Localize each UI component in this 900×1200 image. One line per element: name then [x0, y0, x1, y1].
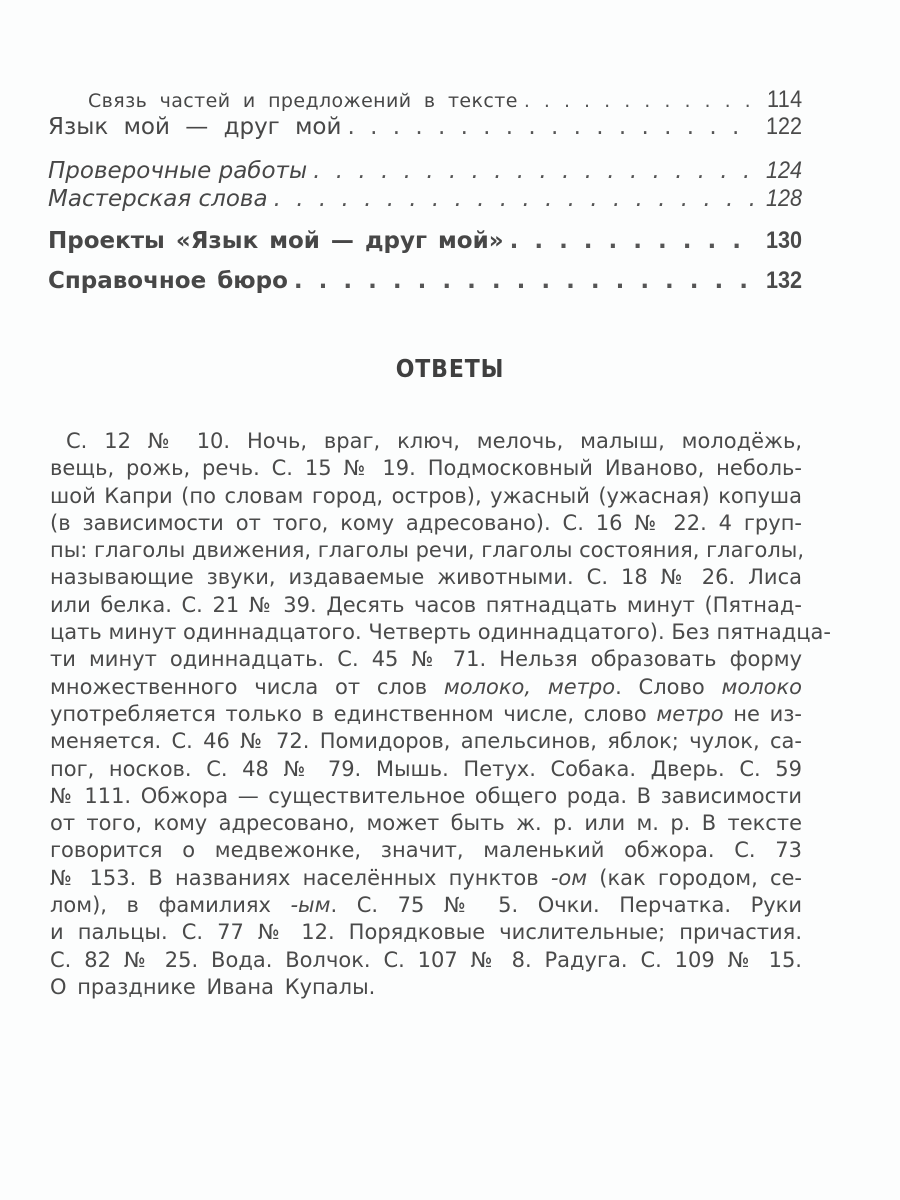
answers-line — [50, 947, 802, 974]
italic-term: метро — [656, 701, 724, 726]
answers-text — [50, 428, 831, 1001]
toc-entry-title: Связь частей и предложений в тексте — [88, 90, 518, 112]
answers-line — [50, 537, 805, 564]
toc-dot-leader — [524, 90, 757, 112]
answers-line — [50, 455, 802, 482]
toc-entry-page: 132 — [765, 267, 802, 294]
answers-line — [50, 428, 802, 455]
answers-line — [50, 837, 802, 864]
toc-entry-124 — [48, 157, 802, 185]
italic-term: -ым — [290, 893, 331, 918]
text-run: С. 12 № 10. Ночь, враг, ключ, мелочь, малыш, молодёжь, — [66, 429, 802, 453]
toc-entry-page: 122 — [765, 113, 802, 140]
text-run: О празднике Ивана Купалы. — [50, 974, 376, 999]
toc-dot-leader — [274, 186, 756, 212]
toc-entry-114 — [48, 86, 802, 113]
text-run: . Слово — [615, 674, 722, 699]
answers-line — [50, 756, 802, 783]
text-run: меняется. С. 46 № 72. Помидоров, апельсинов, яблок; чулок, са- — [50, 729, 802, 754]
answers-line — [50, 892, 802, 919]
answers-line — [50, 783, 802, 810]
answers-line — [50, 510, 802, 537]
text-run: (как городом, се- — [587, 865, 802, 890]
text-run: (в зависимости от того, кому адресовано). С. 16 № 22. 4 груп- — [50, 510, 802, 535]
answers-line — [50, 974, 802, 1001]
answers-line — [50, 810, 802, 837]
answers-line — [50, 564, 802, 591]
toc-entry-title: Мастерская слова — [48, 186, 268, 212]
text-run: называющие звуки, издаваемые животными. С. 18 № 26. Лиса — [50, 565, 802, 590]
text-run: пог, носков. С. 48 № 79. Мышь. Петух. Собака. Дверь. С. 59 — [50, 756, 802, 781]
text-run: не из- — [723, 701, 802, 726]
text-run: пы: глаголы движения, глаголы речи, глаголы состояния, глаголы, — [50, 538, 805, 563]
toc-entry-page: 130 — [765, 227, 802, 254]
text-run: употребляется только в единственном числе, слово — [50, 701, 657, 726]
answers-line — [50, 592, 802, 619]
answers-heading: ОТВЕТЫ — [395, 354, 505, 383]
answers-line — [50, 483, 802, 510]
italic-term: молоко — [721, 674, 803, 699]
text-run: ти минут одиннадцать. С. 45 № 71. Нельзя образовать форму — [50, 647, 802, 672]
text-run: или белка. С. 21 № 39. Десять часов пятнадцать минут (Пятнад- — [50, 592, 802, 617]
text-run: и пальцы. С. 77 № 12. Порядковые числительные; причастия. — [50, 920, 802, 945]
toc-entry-page: 114 — [766, 86, 802, 113]
text-run: С. 82 № 25. Вода. Волчок. С. 107 № 8. Радуга. С. 109 № 15. — [50, 947, 802, 972]
toc-entry-132 — [48, 267, 802, 307]
text-run: цать минут одиннадцатого. Четверть одиннадцатого). Без пятнадца- — [50, 620, 831, 645]
answers-line — [50, 646, 802, 673]
toc-dot-leader — [510, 228, 756, 254]
toc-entry-title: Язык мой — друг мой — [48, 114, 342, 140]
answers-line — [50, 619, 831, 646]
toc-dot-leader — [294, 268, 756, 294]
answers-line — [50, 728, 802, 755]
toc-entry-122 — [48, 113, 802, 143]
toc-entry-title: Проверочные работы — [48, 158, 308, 184]
toc-entry-130 — [48, 227, 802, 267]
answers-line — [50, 865, 802, 892]
toc-dot-leader — [313, 158, 756, 184]
text-run: шой Капри (по словам город, остров), ужасный (ужасная) копуша — [50, 483, 802, 508]
text-run: множественного числа от слов — [50, 674, 444, 699]
text-run: от того, кому адресовано, может быть ж. р. или м. р. В тексте — [50, 811, 802, 836]
toc-entry-128 — [48, 185, 802, 213]
answers-line — [50, 674, 802, 701]
toc-dot-leader — [347, 114, 756, 140]
toc-entry-title: Справочное бюро — [48, 268, 288, 294]
text-run: . С. 75 № 5. Очки. Перчатка. Руки — [330, 893, 803, 918]
toc-entry-title: Проекты «Язык мой — друг мой» — [48, 228, 504, 254]
text-run: лом), в фамилиях — [50, 893, 291, 918]
answers-line — [50, 701, 802, 728]
toc-entry-page: 124 — [765, 157, 802, 184]
text-run: № 111. Обжора — существительное общего рода. В зависимости — [50, 783, 802, 808]
text-run: говорится о медвежонке, значит, маленький обжора. С. 73 — [50, 838, 802, 863]
text-run: № 153. В названиях населённых пунктов — [50, 865, 551, 890]
italic-term: молоко, метро — [443, 674, 616, 699]
italic-term: -ом — [550, 865, 588, 890]
table-of-contents — [48, 86, 802, 307]
toc-entry-page: 128 — [765, 185, 802, 212]
answers-line — [50, 919, 802, 946]
text-run: вещь, рожь, речь. С. 15 № 19. Подмосковный Иваново, неболь- — [50, 456, 802, 481]
